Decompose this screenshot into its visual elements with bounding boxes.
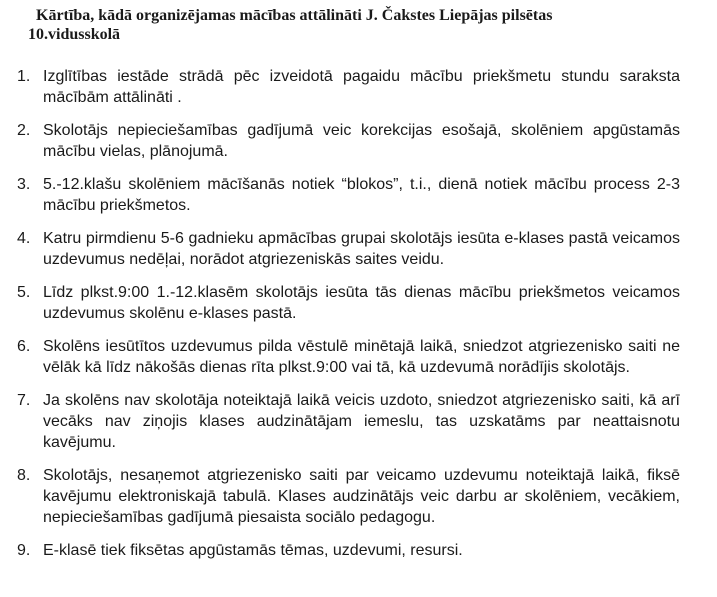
list-item-text: Skolotājs nepieciešamības gadījumā veic korekcijas esošajā, skolēniem apgūstamās mācību vielas, plānojumā. [43,122,680,160]
list-item [0,174,680,216]
list-item-number: 2. [17,122,31,139]
procedure-list [0,66,717,573]
list-item-text: E-klasē tiek fiksētas apgūstamās tēmas, uzdevumi, resursi. [43,542,463,559]
list-item [0,66,680,108]
list-item-number: 3. [17,176,31,193]
list-item-number: 1. [17,68,31,85]
list-item-text: Ja skolēns nav skolotāja noteiktajā laikā veicis uzdoto, sniedzot atgriezenisko saiti, kā arī vecāks nav ziņojis klases audzinātājam iemeslu, tas uzskatāms par neattaisnotu kavējumu. [43,392,680,451]
list-item-number: 5. [17,284,31,301]
list-item-text: Skolēns iesūtītos uzdevumus pilda vēstulē minētajā laikā, sniedzot atgriezenisko saiti ne vēlāk kā līdz nākošās dienas rīta plkst.9:00 vai tā, kā uzdevumā norādījis skolotājs. [43,338,680,376]
list-item-number: 7. [17,392,31,409]
list-item-text: Izglītības iestāde strādā pēc izveidotā pagaidu mācību priekšmetu stundu saraksta mācībām attālināti . [43,68,680,106]
list-item [0,120,680,162]
list-item [0,390,680,453]
list-item-text: Skolotājs, nesaņemot atgriezenisko saiti par veicamo uzdevumu noteiktajā laikā, fiksē kavējumu elektroniskajā tabulā. Klases audzinātājs veic darbu ar skolēniem, vecākiem, nepieciešamības gadījumā piesaista sociālo pedagogu. [43,467,680,526]
list-item [0,282,680,324]
list-item-number: 9. [17,542,31,559]
list-item-text: Līdz plkst.9:00 1.-12.klasēm skolotājs iesūta tās dienas mācību priekšmetos veicamos uzdevumus skolēnu e-klases pastā. [43,284,680,322]
document-title-line-2: 10.vidusskolā [28,26,121,43]
list-item-text: Katru pirmdienu 5-6 gadnieku apmācības grupai skolotājs iesūta e-klases pastā veicamos uzdevumus nedēļai, norādot atgriezeniskās saites veidu. [43,230,680,268]
list-item-number: 4. [17,230,31,247]
document-title-line-1: Kārtība, kādā organizējamas mācības attālināti J. Čakstes Liepājas pilsētas [36,7,553,24]
list-item-text: 5.-12.klašu skolēniem mācīšanās notiek “blokos”, t.i., dienā notiek mācību process 2-3 mācību priekšmetos. [43,176,680,214]
list-item [0,336,680,378]
list-item [0,228,680,270]
list-item-number: 6. [17,338,31,355]
list-item-number: 8. [17,467,31,484]
list-item [0,540,680,561]
document-title [28,6,676,44]
list-item [0,465,680,528]
